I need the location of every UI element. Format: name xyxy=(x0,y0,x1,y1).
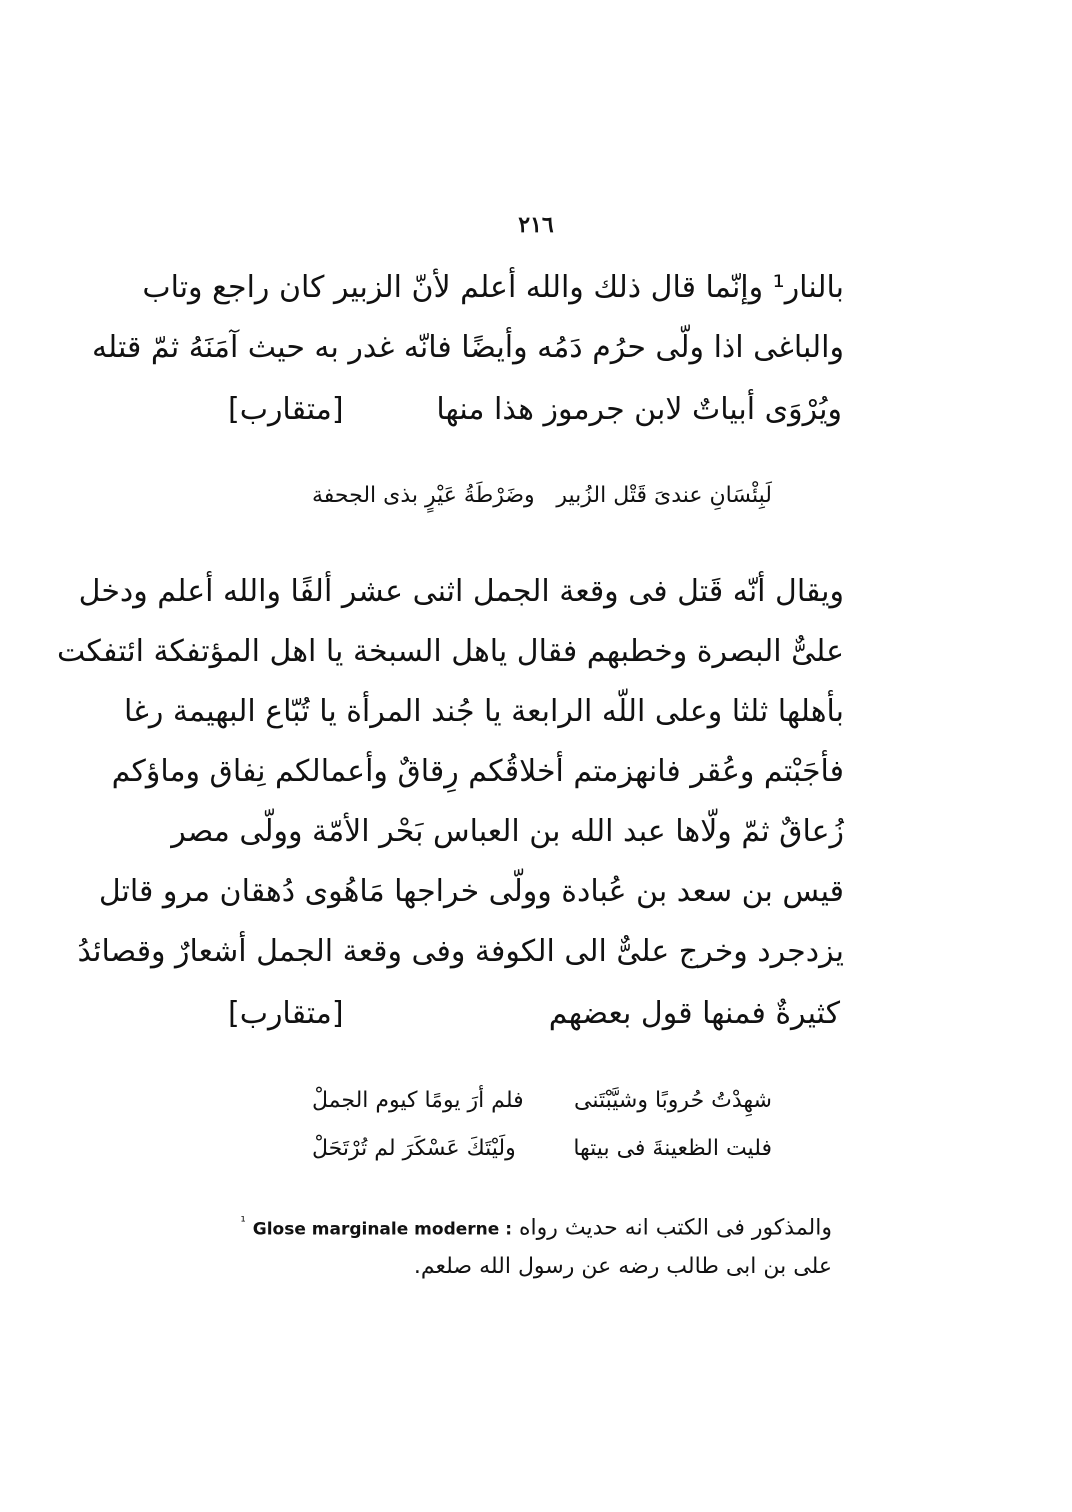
footnote-label: Glose marginale moderne : xyxy=(252,1219,513,1240)
meter-label: [متقارب] xyxy=(228,996,344,1031)
meter-label: [متقارب] xyxy=(228,392,344,427)
footnote-line1 xyxy=(241,1208,832,1244)
paragraph1-line1: بالنار¹ وإنّما قال ذلك والله أعلم لأنّ الزبير كان راجع وتاب xyxy=(142,270,844,305)
paragraph2-line2: علىٌّ البصرة وخطبهم فقال ياهل السبخة يا اهل المؤتفكة ائتفكت xyxy=(57,634,844,669)
paragraph1-line3: ويُرْوَى أبياتٌ لابن جرموز هذا منها xyxy=(436,392,842,427)
verse-hemistich-first: فليت الظعينةَ فى بيتها xyxy=(573,1136,772,1161)
footnote-arabic-line1: والمذكور فى الكتب انه حديث رواه xyxy=(519,1215,832,1241)
paragraph2-line1: ويقال أنّه قَتل فى وقعة الجمل اثنى عشر ألفًا والله أعلم ودخل xyxy=(78,574,844,609)
verse-hemistich-second: وضَرْطَةُ عَيْرٍ بذى الجحفة xyxy=(312,483,535,508)
paragraph2-line4: فأجَبْتم وعُقر فانهزمتم أخلاقُكم رِقاقٌ وأعمالكم نِفاق وماؤكم xyxy=(111,754,844,789)
paragraph2-line5: زُعاقٌ ثمّ ولّاها عبد الله بن العباس بَحْر الأمّة وولّى مصر xyxy=(171,814,844,849)
paragraph2-line3: بأهلها ثلثا وعلى اللّه الرابعة يا جُند المرأة يا تُبّاع البهيمة رغا xyxy=(123,694,844,729)
paragraph2-line8: كثيرةٌ فمنها قول بعضهم xyxy=(548,996,840,1031)
verse-hemistich-first: شهِدْتُ حُروبًا وشيَّبْتَنى xyxy=(574,1088,772,1113)
footnote-marker: ¹ xyxy=(240,1215,246,1230)
verse-hemistich-first: لَبِئْسَانِ عندىَ قَتْل الزُبير xyxy=(556,483,772,508)
footnote-line2: على بن ابى طالب رضه عن رسول الله صلعم. xyxy=(413,1254,832,1279)
verse-hemistich-second: ولَيْتَكَ عَسْكَرَ لم تُرْتَحَلْ xyxy=(312,1136,516,1161)
verse-hemistich-second: فلم أرَ يومًا كيوم الجملْ xyxy=(312,1088,524,1113)
paragraph2-line7: يزدجرد وخرج علىٌّ الى الكوفة وفى وقعة الجمل أشعارٌ وقصائدُ xyxy=(77,934,844,969)
paragraph1-line2: والباغى اذا ولّى حرُم دَمُه وأيضًا فانّه غدر به حيث آمَنَهُ ثمّ قتله xyxy=(91,330,844,365)
page-number: ٢١٦ xyxy=(518,212,554,238)
paragraph2-line6: قيس بن سعد بن عُبادة وولّى خراجها مَاهُوى دُهقان مرو قاتل xyxy=(98,874,844,909)
footnote-gloss xyxy=(241,1208,513,1244)
